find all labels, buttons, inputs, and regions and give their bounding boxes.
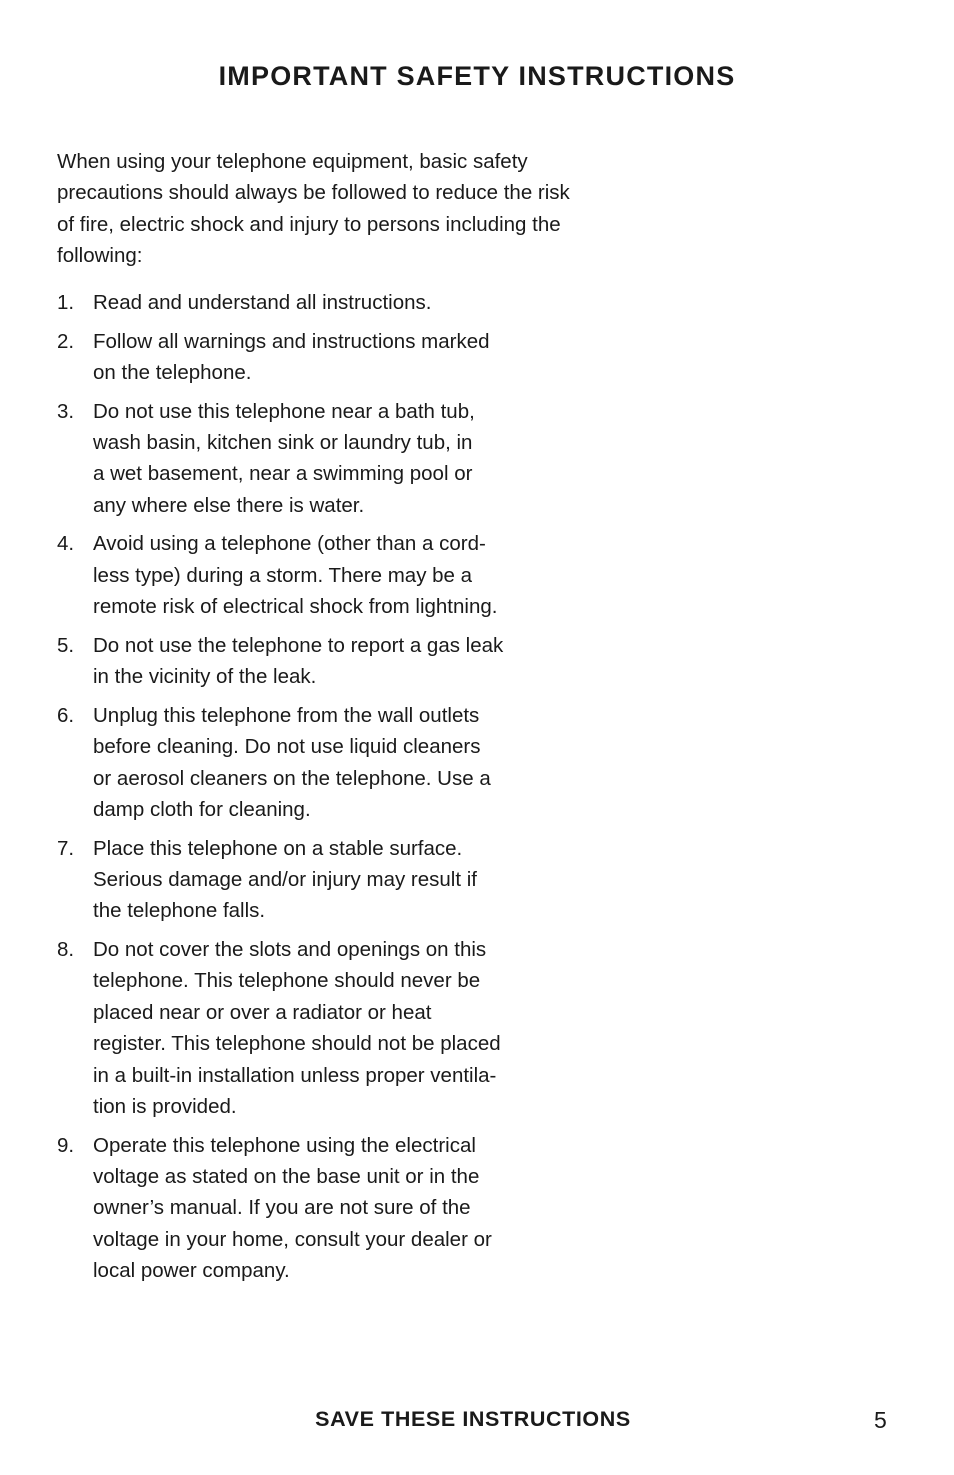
item-number: 3. (57, 399, 75, 423)
instruction-item-2 (57, 326, 577, 389)
item-number: 4. (57, 532, 75, 556)
item-number: 6. (57, 703, 75, 727)
item-text: Operate this telephone using the electrical voltage as stated on the base unit or in the owner’s manual. If you are not sure of the voltage in your home, consult your dealer or local power company. (93, 1133, 492, 1283)
item-text: Do not use the telephone to report a gas leak in the vicinity of the leak. (93, 633, 504, 689)
item-number: 8. (57, 938, 75, 962)
item-text: Unplug this telephone from the wall outlets before cleaning. Do not use liquid cleaners or aerosol cleaners on the telephone. Use a damp cloth for cleaning. (93, 703, 491, 822)
item-number: 5. (57, 633, 75, 657)
item-number: 2. (57, 329, 75, 353)
item-number: 9. (57, 1133, 75, 1157)
page-title: IMPORTANT SAFETY INSTRUCTIONS (218, 61, 736, 91)
instruction-item-6 (57, 700, 577, 826)
instruction-item-3 (57, 396, 577, 522)
instruction-item-1 (57, 287, 577, 318)
instruction-item-4 (57, 528, 577, 622)
item-text: Do not use this telephone near a bath tub, wash basin, kitchen sink or laundry tub, in a wet basement, near a swimming pool or any where else there is water. (93, 399, 475, 517)
item-text: Follow all warnings and instructions marked on the telephone. (93, 329, 490, 384)
instruction-item-8 (57, 934, 577, 1122)
instruction-item-5 (57, 630, 577, 693)
instruction-item-9 (57, 1130, 577, 1287)
item-text: Do not cover the slots and openings on this telephone. This telephone should never be placed near or over a radiator or heat register. This telephone should not be placed in a built-in installation unless proper ventila- tion is provided. (93, 938, 501, 1119)
safety-instructions-list (57, 287, 577, 1294)
intro-paragraph: When using your telephone equipment, basic safety precautions should always be followed to reduce the risk of fire, electric shock and injury to persons including the following: (57, 150, 570, 267)
item-text: Place this telephone on a stable surface. Serious damage and/or injury may result if the telephone falls. (93, 836, 477, 923)
footer-save-instructions: SAVE THESE INSTRUCTIONS (315, 1407, 631, 1431)
item-number: 1. (57, 291, 75, 314)
instruction-item-7 (57, 833, 577, 927)
page-number: 5 (874, 1407, 887, 1433)
item-text: Avoid using a telephone (other than a cord- less type) during a storm. There may be a remote risk of electrical shock from lightning. (93, 532, 498, 619)
item-text: Read and understand all instructions. (93, 291, 432, 314)
item-number: 7. (57, 836, 75, 860)
